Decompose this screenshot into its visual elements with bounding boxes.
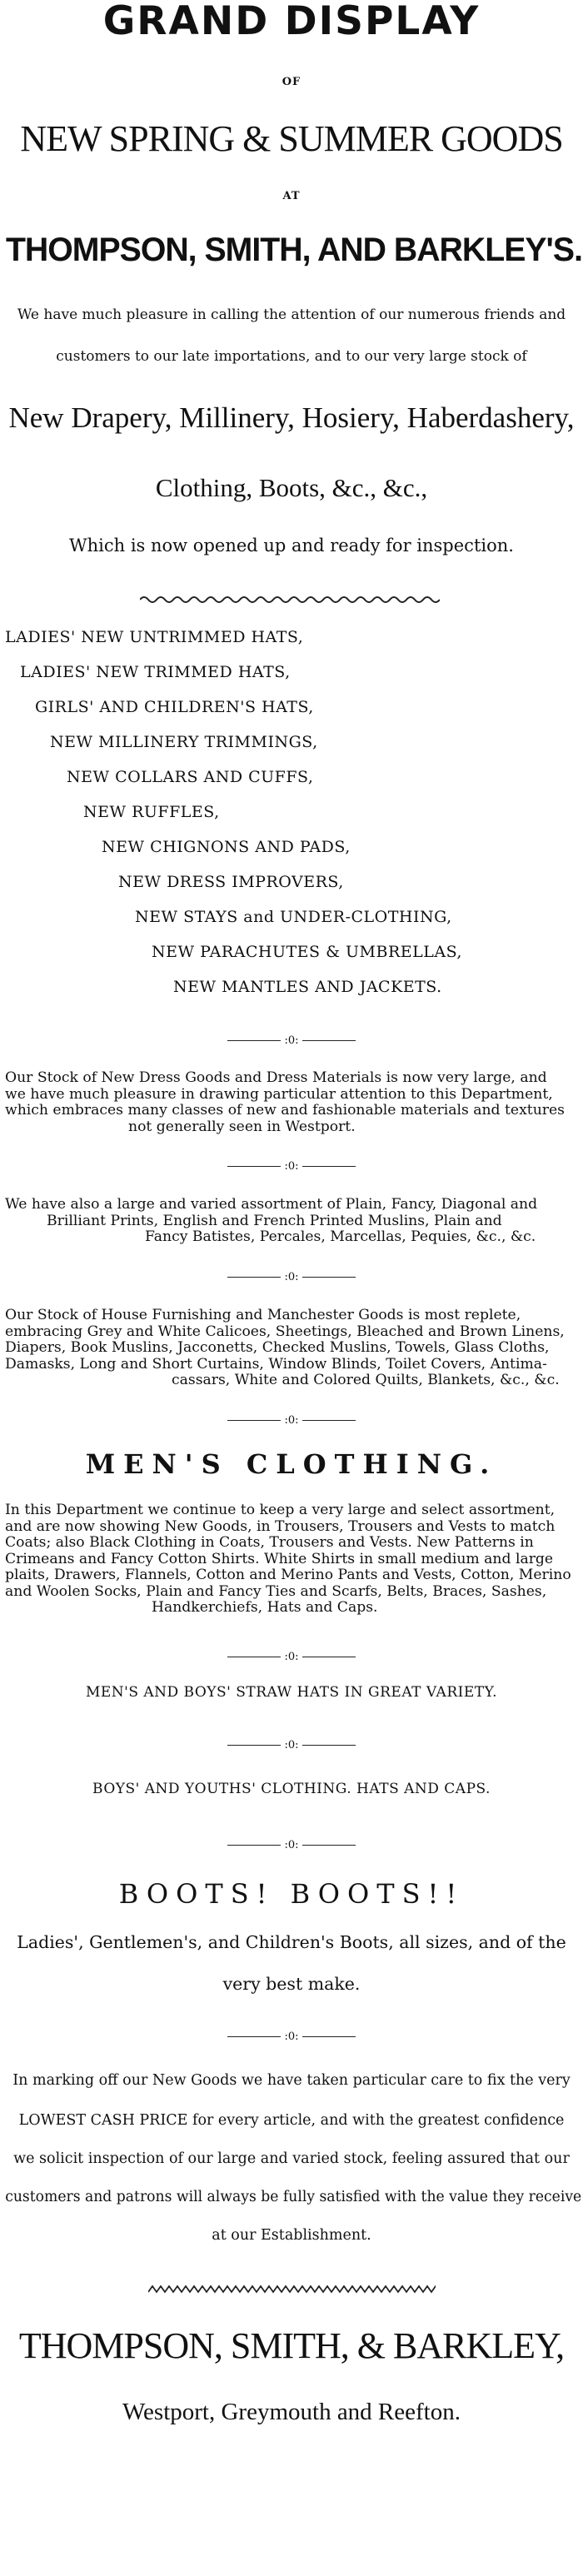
divider: :0:: [0, 1739, 583, 1751]
item-1: LADIES' NEW UNTRIMMED HATS,: [5, 628, 304, 646]
item-5: NEW COLLARS AND CUFFS,: [67, 768, 314, 786]
divider: :0:: [0, 1271, 583, 1283]
at-label: AT: [282, 190, 301, 202]
of-label: OF: [282, 76, 301, 88]
dress-goods-paragraph: Our Stock of New Dress Goods and Dress Materials is now very large, and we have much pleasure in drawing particular attention to this Department, which embraces many classes of new and fashionable materials and textures not generally seen in Westport.: [5, 1069, 565, 1135]
footer-locations: Westport, Greymouth and Reefton.: [122, 2399, 461, 2425]
divider: :0:: [0, 2030, 583, 2043]
boots-line-2: very best make.: [222, 1974, 361, 1994]
divider: :0:: [0, 1160, 583, 1173]
firm-heading: THOMPSON, SMITH, AND BARKLEY'S.: [5, 232, 582, 268]
item-6: NEW RUFFLES,: [83, 803, 220, 821]
intro-line-5: Which is now opened up and ready for inspection.: [69, 536, 514, 556]
goods-heading: NEW SPRING & SUMMER GOODS: [20, 118, 563, 159]
item-11: NEW MANTLES AND JACKETS.: [173, 978, 442, 996]
footer-firm: THOMPSON, SMITH, & BARKLEY,: [18, 2325, 565, 2366]
mens-clothing-paragraph: In this Department we continue to keep a very large and select assortment, and are now showing New Goods, in Trousers, Trousers and Vests to match Coats; also Black Clothing in Coats, Trousers and Vests. New Patterns in Crimeans and Fancy Cotton Shirts. White Shirts in small medium and large plaits, Drawers, Flannels, Cotton and Merino Pants and Vests, Cotton, Merino and Woolen Socks, Plain and Fancy Ties and Scarfs, Belts, Braces, Sashes, Handkerchiefs, Hats and Caps.: [5, 1502, 571, 1616]
boots-line-1: Ladies', Gentlemen's, and Children's Boots, all sizes, and of the: [17, 1932, 566, 1952]
boys-clothing-line: BOYS' AND YOUTHS' CLOTHING. HATS AND CAPS.: [92, 1781, 491, 1797]
intro-line-1: We have much pleasure in calling the attention of our numerous friends and: [17, 306, 566, 323]
item-10: NEW PARACHUTES & UMBRELLAS,: [152, 943, 462, 961]
zigzag-ornament: [148, 2284, 436, 2295]
closing-line-3: we solicit inspection of our large and varied stock, feeling assured that our: [13, 2150, 570, 2167]
closing-line-5: at our Establishment.: [212, 2227, 371, 2244]
boots-heading: BOOTS! BOOTS!!: [118, 1878, 465, 1910]
item-2: LADIES' NEW TRIMMED HATS,: [20, 663, 291, 681]
divider: :0:: [0, 1839, 583, 1851]
item-3: GIRLS' AND CHILDREN'S HATS,: [35, 698, 314, 716]
item-7: NEW CHIGNONS AND PADS,: [102, 838, 351, 856]
straw-hats-line: MEN'S AND BOYS' STRAW HATS IN GREAT VARIETY.: [85, 1684, 498, 1701]
divider: :0:: [0, 1414, 583, 1427]
item-9: NEW STAYS and UNDER-CLOTHING,: [135, 908, 452, 926]
divider: :0:: [0, 1651, 583, 1663]
divider: :0:: [0, 1034, 583, 1047]
prints-paragraph: We have also a large and varied assortment of Plain, Fancy, Diagonal and Brilliant Prints, English and French Printed Muslins, Plain and Fancy Batistes, Percales, Marcellas, Pequies, &c., &c.: [5, 1196, 538, 1245]
grand-display-heading: GRAND DISPLAY: [102, 0, 481, 44]
house-furnishing-paragraph: Our Stock of House Furnishing and Manchester Goods is most replete, embracing Grey and White Calicoes, Sheetings, Bleached and Brown Linens, Diapers, Book Muslins, Jacconetts, Checked Muslins, Towels, Glass Cloths, Damasks, Long and Short Curtains, Window Blinds, Toilet Covers, Antima- cassars, White and Colored Quilts, Blankets, &c., &c.: [5, 1307, 565, 1388]
closing-line-2: LOWEST CASH PRICE for every article, and with the greatest confidence: [18, 2112, 565, 2129]
item-4: NEW MILLINERY TRIMMINGS,: [50, 733, 318, 751]
wavy-ornament: [140, 594, 440, 605]
closing-line-4: customers and patrons will always be fully satisfied with the value they receive: [5, 2189, 582, 2205]
intro-line-3: New Drapery, Millinery, Hosiery, Haberdashery,: [8, 401, 575, 434]
intro-line-2: customers to our late importations, and to our very large stock of: [56, 348, 527, 365]
item-8: NEW DRESS IMPROVERS,: [118, 873, 344, 891]
mens-clothing-heading: MEN'S CLOTHING.: [85, 1448, 498, 1480]
closing-line-1: In marking off our New Goods we have taken particular care to fix the very: [12, 2072, 571, 2089]
intro-line-4: Clothing, Boots, &c., &c.,: [155, 473, 428, 502]
